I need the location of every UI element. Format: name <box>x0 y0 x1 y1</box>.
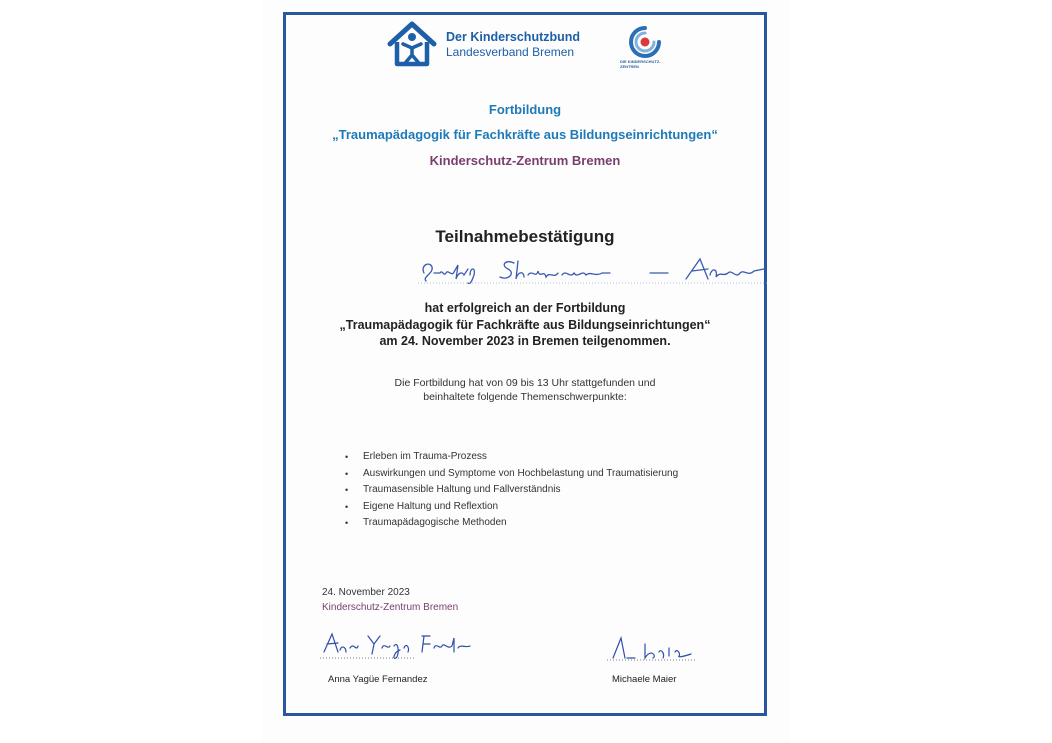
org-sub: Landesverband Bremen <box>446 45 575 59</box>
org-name: Der Kinderschutzbund <box>446 30 581 44</box>
completion-statement <box>283 300 767 350</box>
kinderschutzbund-house-child-icon <box>386 20 438 70</box>
training-center: Kinderschutz-Zentrum Bremen <box>429 153 621 168</box>
info-line-1: Die Fortbildung hat von 09 bis 13 Uhr stattgefunden und <box>394 377 656 389</box>
issue-place: Kinderschutz-Zentrum Bremen <box>322 602 459 613</box>
training-info <box>283 376 767 404</box>
completion-line-2: „Traumapädagogik für Fachkräfte aus Bildungseinrichtungen“ <box>339 317 711 332</box>
list-item: • Traumasensible Haltung und Fallverständnis <box>345 482 678 499</box>
topics-list <box>345 449 678 532</box>
training-label: Fortbildung <box>488 102 562 117</box>
kinderschutz-zentren-circle-icon <box>625 24 665 60</box>
list-item: • Traumapädagogische Methoden <box>345 515 678 532</box>
signer-2-name: Michaele Maier <box>612 674 677 685</box>
participant-name: Swantje Schumann-Abba <box>418 255 430 256</box>
list-item: • Auswirkungen und Symptome von Hochbelastung und Traumatisierung <box>345 466 678 483</box>
signer-1-name: Anna Yagüe Fernandez <box>328 674 428 685</box>
issue-date: 24. November 2023 <box>322 587 410 598</box>
participant-signature <box>418 255 768 287</box>
list-item: • Eigene Haltung und Reflextion <box>345 499 678 516</box>
signature-2 <box>605 634 700 664</box>
list-item: • Erleben im Trauma-Prozess <box>345 449 678 466</box>
completion-line-1: hat erfolgreich an der Fortbildung <box>424 301 626 315</box>
signature-1 <box>318 628 478 662</box>
certificate-heading: Teilnahmebestätigung <box>435 227 615 246</box>
completion-line-3: am 24. November 2023 in Bremen teilgenommen. <box>379 334 671 348</box>
course-title: „Traumapädagogik für Fachkräfte aus Bildungseinrichtungen“ <box>332 127 718 142</box>
logo2-text: DIE KINDERSCHUTZ-ZENTREN <box>620 59 661 69</box>
org-name-block <box>446 30 580 60</box>
info-line-2: beinhaltete folgende Themenschwerpunkte: <box>423 391 627 403</box>
